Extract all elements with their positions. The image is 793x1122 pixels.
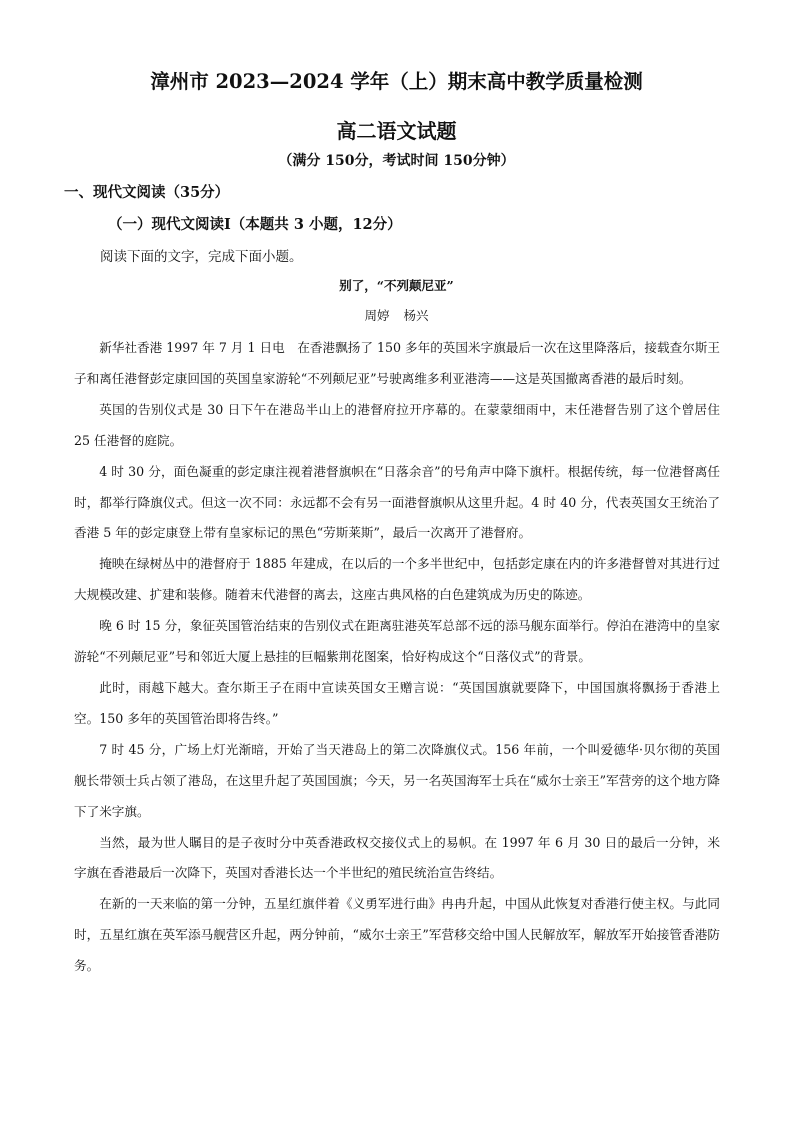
exam-title: 漳州市 2023—2024 学年（上）期末高中教学质量检测 [150,70,643,93]
article-paragraph: 当然，最为世人瞩目的是子夜时分中英香港政权交接仪式上的易帜。在 1997 年 6 月 30 日的最后一分钟，米字旗在香港最后一次降下，英国对香港长达一个半世纪的殖民统治宣告终结。 [74,834,720,881]
score-info: （满分 150分，考试时间 150分钟） [278,153,515,169]
article-title: 别了，“不列颠尼亚” [339,278,454,293]
subsection-heading: （一）现代文阅读Ⅰ（本题共 3 小题，12分） [108,216,402,233]
article-paragraph: 此时，雨越下越大。查尔斯王子在雨中宣读英国女王赠言说：“英国国旗就要降下，中国国旗将飘扬于香港上空。150 多年的英国管治即将告终。” [74,679,720,726]
section-heading: 一、现代文阅读（35分） [64,184,230,201]
article-body [74,333,720,982]
article-paragraph: 在新的一天来临的第一分钟，五星红旗伴着《义勇军进行曲》冉冉升起，中国从此恢复对香港行使主权。与此同时，五星红旗在英军添马舰营区升起，两分钟前，“威尔士亲王”军营移交给中国人民解放军，解放军开始接管香港防务。 [74,896,720,974]
subject-title: 高二语文试题 [336,119,457,143]
article-authors: 周婷 杨兴 [364,308,429,323]
article-paragraph: 新华社香港 1997 年 7 月 1 日电 在香港飘扬了 150 多年的英国米字旗最后一次在这里降落后，接载查尔斯王子和离任港督彭定康回国的英国皇家游轮“不列颠尼亚”号驶离维多利亚港湾——这是英国撤离香港的最后时刻。 [74,340,720,386]
article-paragraph: 英国的告别仪式是 30 日下午在港岛半山上的港督府拉开序幕的。在蒙蒙细雨中，末任港督告别了这个曾居住 25 任港督的庭院。 [74,401,720,448]
reading-instruction: 阅读下面的文字，完成下面小题。 [100,249,303,265]
article-paragraph: 4 时 30 分，面色凝重的彭定康注视着港督旗帜在“日落余音”的号角声中降下旗杆。根据传统，每一位港督离任时，都举行降旗仪式。但这一次不同：永远都不会有另一面港督旗帜从这里升起。4 时 40 分，代表英国女王统治了香港 5 年的彭定康登上带有皇家标记的黑色“劳斯莱斯”，最后一次离开了港督府。 [74,463,720,541]
article-paragraph: 晚 6 时 15 分，象征英国管治结束的告别仪式在距离驻港英军总部不远的添马舰东面举行。停泊在港湾中的皇家游轮“不列颠尼亚”号和邻近大厦上悬挂的巨幅紫荆花图案，恰好构成这个“日落仪式”的背景。 [74,618,720,665]
article-paragraph: 7 时 45 分，广场上灯光渐暗，开始了当天港岛上的第二次降旗仪式。156 年前，一个叫爱德华·贝尔彻的英国舰长带领士兵占领了港岛，在这里升起了英国国旗；今天，另一名英国海军士兵在“威尔士亲王”军营旁的这个地方降下了米字旗。 [74,741,720,819]
article-paragraph: 掩映在绿树丛中的港督府于 1885 年建成，在以后的一个多半世纪中，包括彭定康在内的许多港督曾对其进行过大规模改建、扩建和装修。随着末代港督的离去，这座古典风格的白色建筑成为历史的陈迹。 [74,556,720,603]
